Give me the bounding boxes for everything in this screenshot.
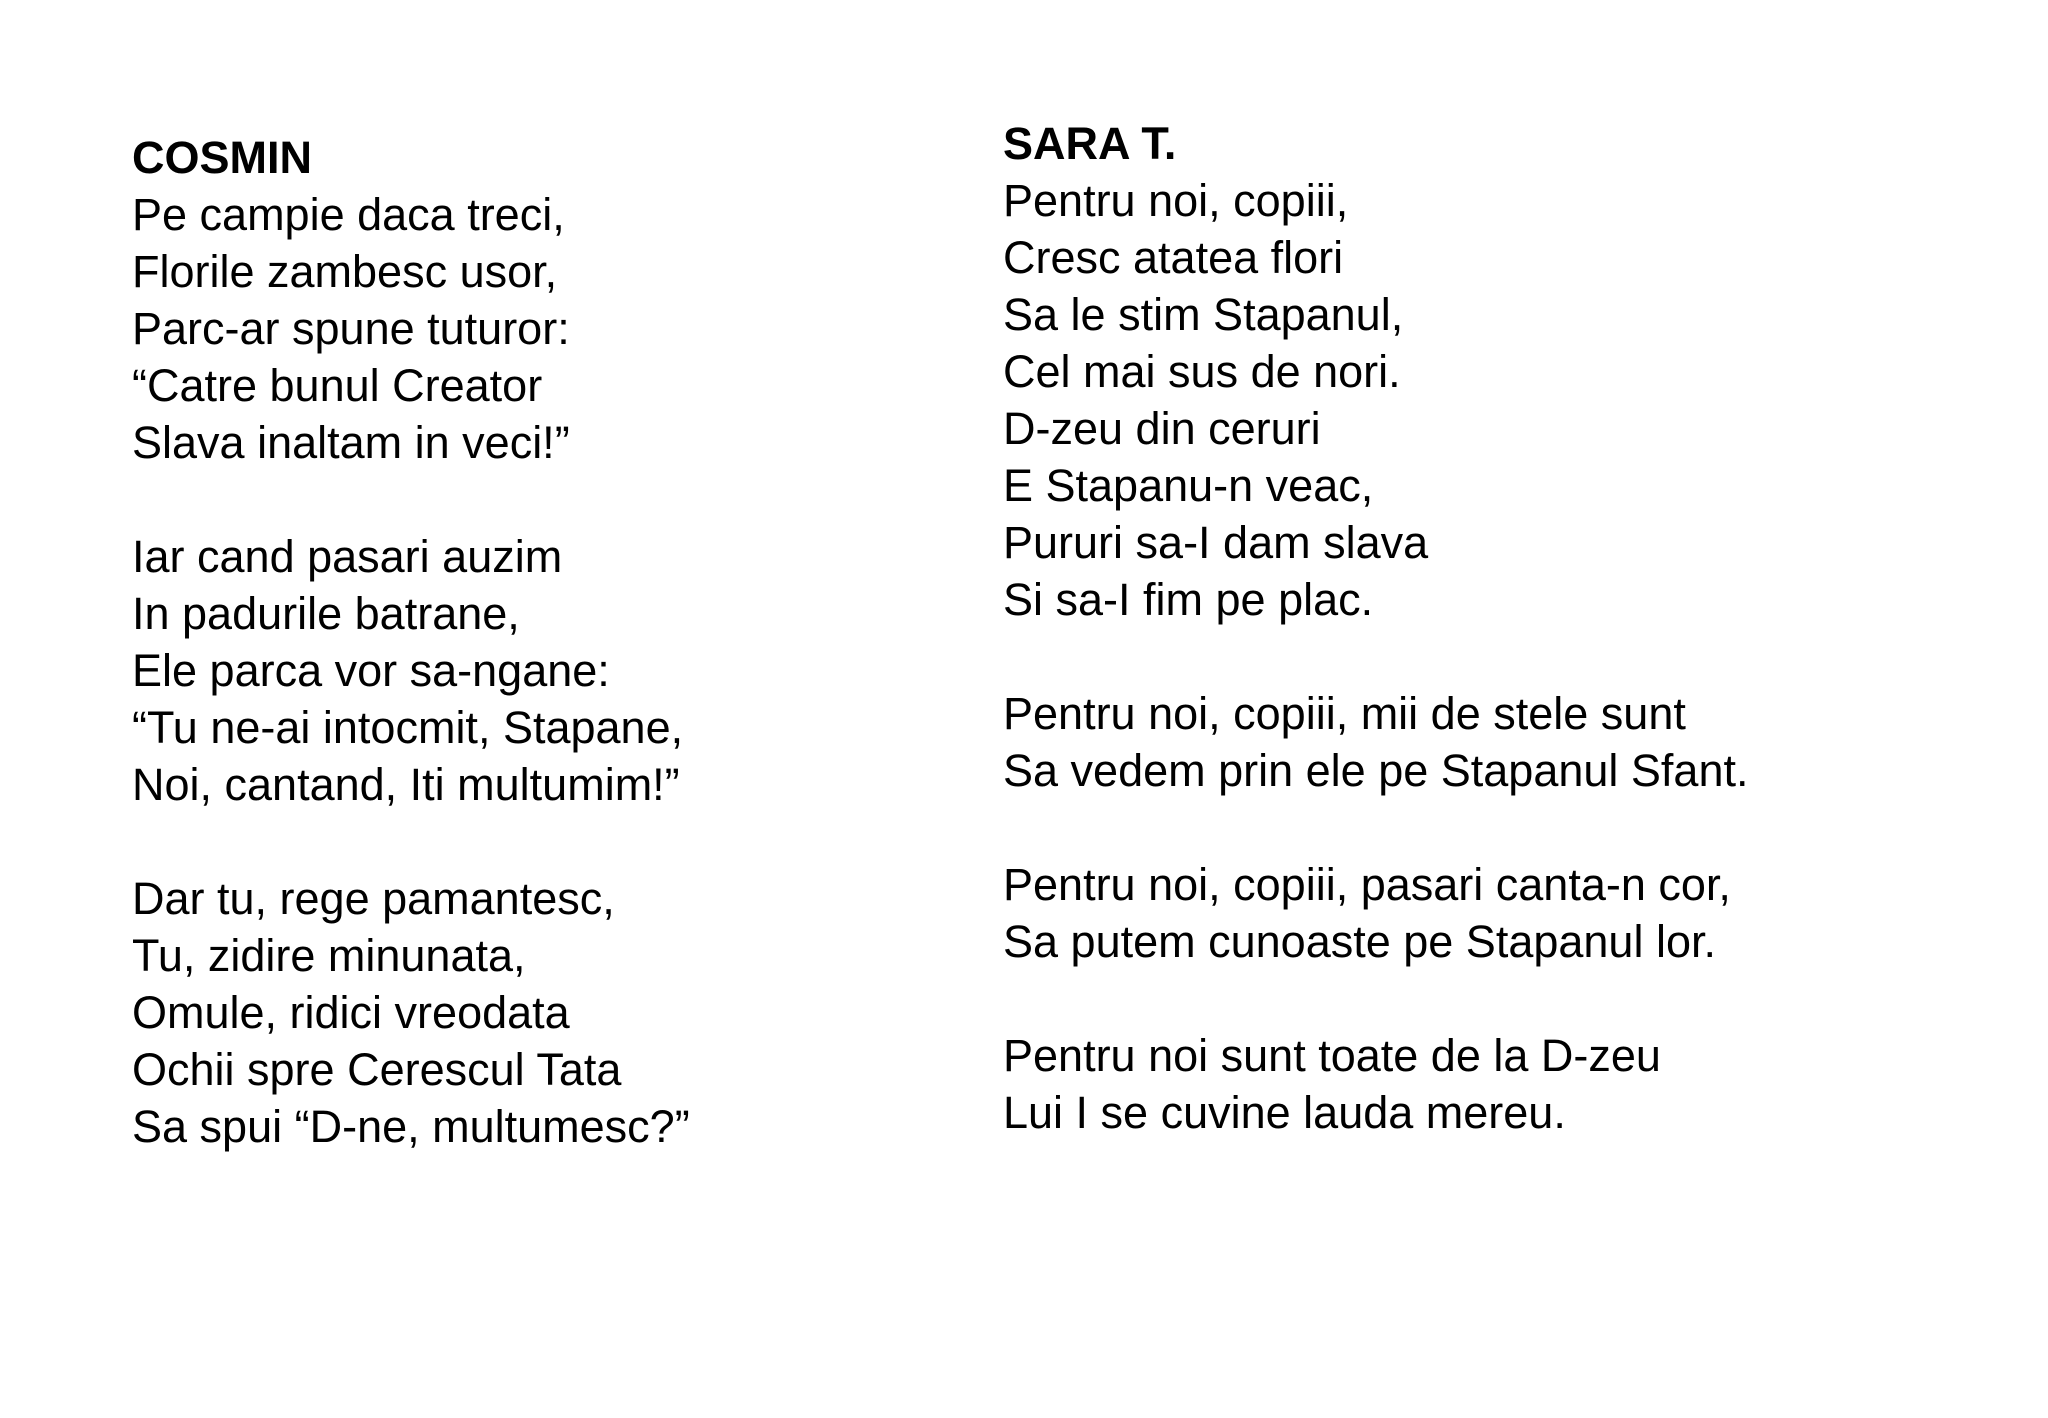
verse-line: Ochii spre Cerescul Tata — [132, 1044, 622, 1095]
verse-line: Iar cand pasari auzim — [132, 531, 563, 582]
verse-line: Cel mai sus de nori. — [1003, 346, 1401, 397]
verse-line: E Stapanu-n veac, — [1003, 460, 1374, 511]
verse-line: Slava inaltam in veci!” — [132, 417, 570, 468]
verse-line: Sa putem cunoaste pe Stapanul lor. — [1003, 916, 1716, 967]
verse-line: Pentru noi, copiii, mii de stele sunt — [1003, 688, 1686, 739]
verse-line: Omule, ridici vreodata — [132, 987, 570, 1038]
stanza — [1003, 1027, 1749, 1141]
verse-line: In padurile batrane, — [132, 588, 520, 639]
stanza — [1003, 856, 1749, 970]
verse-line: Pentru noi, copiii, pasari canta-n cor, — [1003, 859, 1731, 910]
verse-line: D-zeu din ceruri — [1003, 403, 1321, 454]
stanza — [1003, 172, 1749, 628]
verse-line: Pururi sa-I dam slava — [1003, 517, 1429, 568]
stanza — [1003, 685, 1749, 799]
verse-line: Sa le stim Stapanul, — [1003, 289, 1404, 340]
verse-line: Lui I se cuvine lauda mereu. — [1003, 1087, 1566, 1138]
stanza — [132, 870, 690, 1155]
verse-line: Pe campie daca treci, — [132, 189, 565, 240]
speaker-name: SARA T. — [1003, 118, 1177, 169]
verse-line: “Tu ne-ai intocmit, Stapane, — [132, 702, 684, 753]
verse-line: Pentru noi sunt toate de la D-zeu — [1003, 1030, 1661, 1081]
verse-line: Tu, zidire minunata, — [132, 930, 526, 981]
verse-line: Florile zambesc usor, — [132, 246, 558, 297]
speaker-name: COSMIN — [132, 132, 312, 183]
verse-line: Dar tu, rege pamantesc, — [132, 873, 615, 924]
verse-line: Noi, cantand, Iti multumim!” — [132, 759, 680, 810]
verse-line: Ele parca vor sa-ngane: — [132, 645, 610, 696]
verse-line: Pentru noi, copiii, — [1003, 175, 1349, 226]
verse-line: Sa spui “D-ne, multumesc?” — [132, 1101, 690, 1152]
verse-line: Parc-ar spune tuturor: — [132, 303, 570, 354]
verse-line: Sa vedem prin ele pe Stapanul Sfant. — [1003, 745, 1749, 796]
verse-line: “Catre bunul Creator — [132, 360, 543, 411]
poem-cosmin — [132, 129, 690, 1155]
stanza — [132, 528, 690, 813]
poem-sara-t — [1003, 115, 1749, 1141]
verse-line: Cresc atatea flori — [1003, 232, 1344, 283]
stanza — [132, 186, 690, 471]
verse-line: Si sa-I fim pe plac. — [1003, 574, 1374, 625]
